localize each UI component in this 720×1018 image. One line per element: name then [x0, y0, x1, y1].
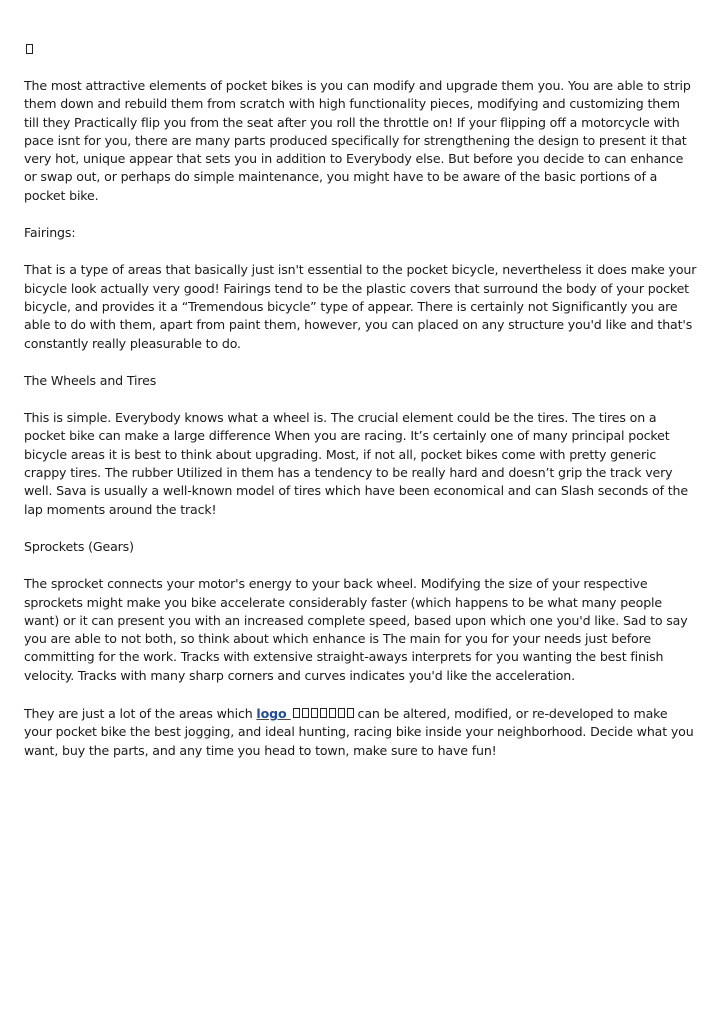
- wheels-paragraph: This is simple. Everybody knows what a wheel is. The crucial element could be the tires. The tires on a pocket bike can make a large difference When you are racing. It’s certainly one of many principal pocket bicycle areas it is best to think about upgrading. Most, if not all, pocket bikes come with pretty generic crappy tires. The rubber Utilized in them has a tendency to be really hard and doesn’t grip the track very well. Sava is usually a well-known model of tires which have been economical and can Slash seconds of the lap moments around the track!: [24, 410, 688, 517]
- sprockets-paragraph: The sprocket connects your motor's energy to your back wheel. Modifying the size of your respective sprockets might make you bike accelerate considerably faster (which happens to be what many people want) or it can present you with an increased complete speed, based upon which one you'd like. Sad to say you are able to not both, so think about which enhance is The main for you for your needs just before committing for the work. Tracks with extensive straight-aways interprets for you wanting the best finish velocity. Tracks with many sharp corners and curves indicates you'd like the acceleration.: [24, 576, 688, 683]
- intro-paragraph: The most attractive elements of pocket bikes is you can modify and upgrade them you. You are able to strip them down and rebuild them from scratch with high functionality pieces, modifying and customizing them till they Practically flip you from the seat after you roll the throttle on! If your flipping off a motorcycle with pace isnt for you, there are many parts produced specifically for strengthening the design to present it that very hot, unique appear that sets you in addition to Everybody else. But before you decide to can enhance or swap out, or perhaps do simple maintenance, you might have to be aware of the basic portions of a pocket bike.: [24, 78, 691, 203]
- missing-glyph-icon: [26, 44, 33, 54]
- fairings-heading: Fairings:: [24, 225, 76, 241]
- missing-glyph-icon: [320, 708, 327, 718]
- wheels-heading: The Wheels and Tires: [24, 372, 157, 388]
- missing-glyph-icon: [293, 708, 300, 718]
- fairings-paragraph: That is a type of areas that basically just isn't essential to the pocket bicycle, nevertheless it does make your bicycle look actually very good! Fairings tend to be the plastic covers that surround the body of your pocket bicycle, and provides it a “Tremendous bicycle” type of appear. There is certainly not Significantly you are able to do with them, apart from paint them, however, you can placed on any structure you'd like and that's constantly really pleasurable to do.: [24, 262, 697, 351]
- logo-link[interactable]: [256, 706, 353, 721]
- missing-glyph-icon: [338, 708, 345, 718]
- missing-glyph-icon: [302, 708, 309, 718]
- missing-glyph-icon: [347, 708, 354, 718]
- missing-glyph-icon: [329, 708, 336, 718]
- document-body: [24, 40, 698, 779]
- closing-paragraph: [24, 704, 698, 760]
- logo-link-text: logo: [256, 706, 291, 722]
- missing-glyph-icon: [311, 708, 318, 718]
- closing-text-after-link: can be altered, modified, or re-developed to make your pocket bike the best jogging, and ideal hunting, racing bike inside your neighborhood. Decide what you want, buy the parts, and any time you head to town, make sure to have fun!: [24, 706, 694, 758]
- closing-text-before-link: They are just a lot of the areas which: [24, 706, 257, 722]
- missing-glyph-line: [24, 40, 698, 58]
- sprockets-heading: Sprockets (Gears): [24, 538, 134, 554]
